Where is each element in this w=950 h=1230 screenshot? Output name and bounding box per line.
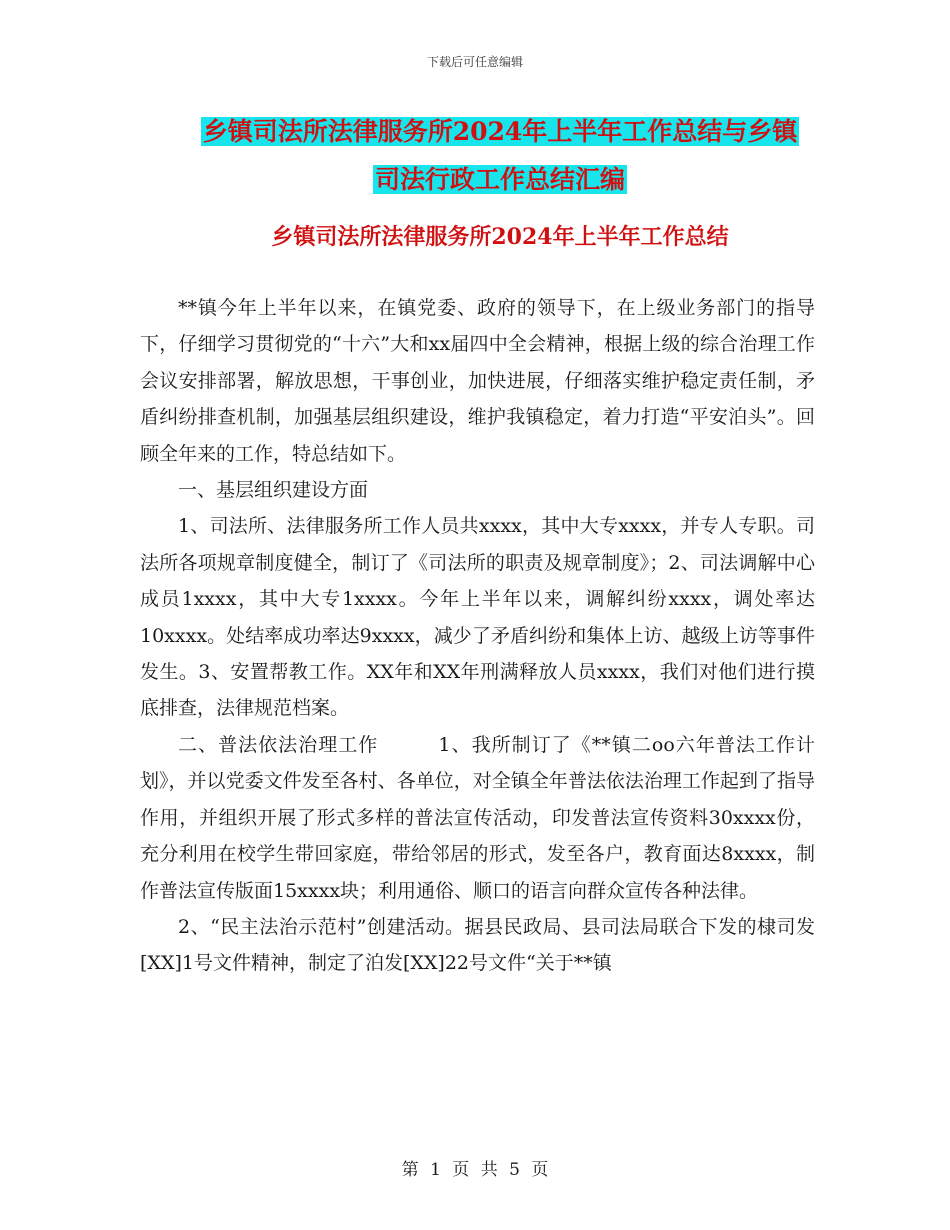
paragraph: 1、司法所、法律服务所工作人员共xxxx，其中大专xxxx，并专人专职。司法所各项规章制度健全，制订了《司法所的职责及规章制度》；2、司法调解中心成员1xxxx，其中大专1xxxx。今年上半年以来，调解纠纷xxxx，调处率达10xxxx。处结率成功率达9xxxx，减少了矛盾纠纷和集体上访、越级上访等事件发生。3、安置帮教工作。XX年和XX年刑满释放人员xxxx，我们对他们进行摸底排查，法律规范档案。 xyxy=(140,515,815,720)
header-note: 下载后可任意编辑 xyxy=(426,55,523,69)
title-line-1: 乡镇司法所法律服务所2024年上半年工作总结与乡镇 xyxy=(202,117,798,146)
body-text xyxy=(140,290,815,982)
section-title: 乡镇司法所法律服务所2024年上半年工作总结 xyxy=(271,224,729,250)
paragraph: 2、“民主法治示范村”创建活动。据县民政局、县司法局联合下发的棣司发[XX]1号文件精神，制定了泊发[XX]22号文件“关于**镇 xyxy=(140,915,815,975)
paragraph: **镇今年上半年以来，在镇党委、政府的领导下，在上级业务部门的指导下，仔细学习贯彻党的“十六”大和xx届四中全会精神，根据上级的综合治理工作会议安排部署，解放思想，干事创业，加快进展，仔细落实维护稳定责任制，矛盾纠纷排查机制，加强基层组织建设，维护我镇稳定，着力打造“平安泊头”。回顾全年来的工作，特总结如下。 xyxy=(140,297,815,465)
page-footer: 第 1 页 共 5 页 xyxy=(401,1160,549,1180)
paragraph: 一、基层组织建设方面 xyxy=(178,479,369,502)
title-line-2: 司法行政工作总结汇编 xyxy=(374,165,625,194)
document-title xyxy=(140,108,860,204)
paragraph: 二、普法依法治理工作 1、我所制订了《**镇二oo六年普法工作计划》，并以党委文件发至各村、各单位，对全镇全年普法依法治理工作起到了指导作用，并组织开展了形式多样的普法宣传活动，印发普法宣传资料30xxxx份，充分利用在校学生带回家庭，带给邻居的形式，发至各户，教育面达8xxxx，制作普法宣传版面15xxxx块；利用通俗、顺口的语言向群众宣传各种法律。 xyxy=(140,733,815,902)
